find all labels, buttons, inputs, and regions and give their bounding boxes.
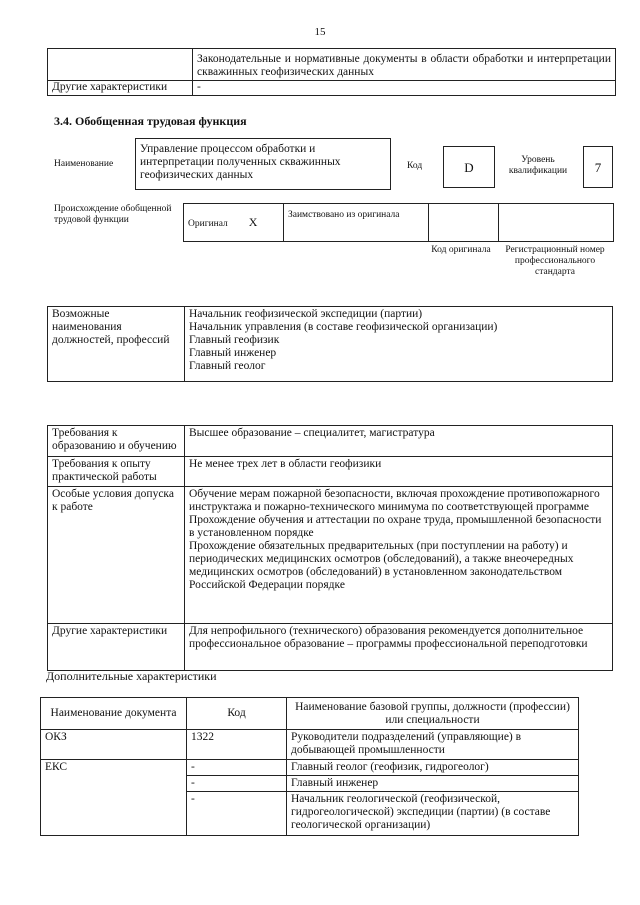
position-item: Начальник геофизической экспедиции (партии) xyxy=(189,308,423,320)
additional-characteristics-table xyxy=(40,697,579,836)
eks-document: ЕКС xyxy=(41,760,187,836)
function-code-value: D xyxy=(464,160,474,175)
header-group-name: Наименование базовой группы, должности (профессии) или специальности xyxy=(287,698,579,730)
origin-label: Происхождение обобщенной трудовой функции xyxy=(54,204,172,225)
okz-document: ОКЗ xyxy=(41,730,187,760)
other-characteristics-value-2: Для непрофильного (технического) образования рекомендуется дополнительное профессиональное образование – программы профессиональной переподготовки xyxy=(185,623,613,670)
other-characteristics-value: - xyxy=(193,81,616,96)
additional-characteristics-title: Дополнительные характеристики xyxy=(46,669,217,683)
function-code-box xyxy=(443,146,495,188)
okz-code: 1322 xyxy=(187,730,287,760)
function-name-box xyxy=(135,138,391,190)
position-item: Начальник управления (в составе геофизической организации) xyxy=(189,321,498,333)
top-characteristics-table xyxy=(47,48,616,96)
origin-table xyxy=(183,203,614,242)
experience-label: Требования к опыту практической работы xyxy=(48,456,185,486)
okz-name: Руководители подразделений (управляющие) в добывающей промышленности xyxy=(287,730,579,760)
condition-item: Прохождение обучения и аттестации по охране труда, промышленной безопасности в установленном порядке xyxy=(189,513,602,539)
positions-table xyxy=(47,306,613,382)
education-value: Высшее образование – специалитет, магистратура xyxy=(185,426,613,455)
conditions-label: Особые условия допуска к работе xyxy=(48,486,185,623)
position-item: Главный инженер xyxy=(189,347,277,359)
positions-label: Возможные наименования должностей, профессий xyxy=(48,307,185,382)
condition-item: Обучение мерам пожарной безопасности, включая прохождение противопожарного инструктажа и пожарно-технического минимума по соответствующей программе xyxy=(189,487,600,513)
code-label: Код xyxy=(407,161,423,171)
original-mark: X xyxy=(248,214,258,229)
eks-code: - xyxy=(187,792,287,836)
requirements-table xyxy=(47,425,613,671)
qualification-level-label: Уровень квалификации xyxy=(508,155,568,176)
education-label: Требования к образованию и обучению xyxy=(48,426,185,455)
eks-name: Главный инженер xyxy=(287,776,579,792)
eks-code: - xyxy=(187,776,287,792)
function-name-value: Управление процессом обработки и интерпретации полученных скважинных геофизических данных xyxy=(140,143,341,181)
eks-name: Начальник геологической (геофизической, гидрогеологической) экспедиции (партии) (в составе геологической организации) xyxy=(287,792,579,836)
position-item: Главный геофизик xyxy=(189,334,280,346)
other-characteristics-label-2: Другие характеристики xyxy=(48,623,185,670)
qualification-level-value: 7 xyxy=(594,160,602,175)
condition-item: Прохождение обязательных предварительных (при поступлении на работу) и периодических медицинских осмотров (обследований), а также внеочередных медицинских осмотров (обследований) в установленном законодательством Российской Федерации порядке xyxy=(189,539,574,591)
header-document: Наименование документа xyxy=(41,698,187,730)
code-original-label: Код оригинала xyxy=(431,245,491,255)
header-code: Код xyxy=(187,698,287,730)
experience-value: Не менее трех лет в области геофизики xyxy=(185,456,613,486)
positions-list xyxy=(185,307,613,382)
name-label: Наименование xyxy=(54,159,114,169)
position-item: Главный геолог xyxy=(189,360,266,372)
reg-number-label: Регистрационный номер профессионального стандарта xyxy=(505,245,605,277)
legal-docs-text: Законодательные и нормативные документы в области обработки и интерпретации скважинных геофизических данных xyxy=(193,49,616,81)
eks-code: - xyxy=(187,760,287,776)
eks-name: Главный геолог (геофизик, гидрогеолог) xyxy=(287,760,579,776)
original-label: Оригинал xyxy=(188,218,228,229)
section-title: 3.4. Обобщенная трудовая функция xyxy=(54,114,247,128)
borrowed-label: Заимствовано из оригинала xyxy=(284,204,429,242)
other-characteristics-label: Другие характеристики xyxy=(48,81,193,96)
conditions-list xyxy=(185,486,613,623)
page-number: 15 xyxy=(314,26,326,38)
qualification-level-box xyxy=(583,146,613,188)
